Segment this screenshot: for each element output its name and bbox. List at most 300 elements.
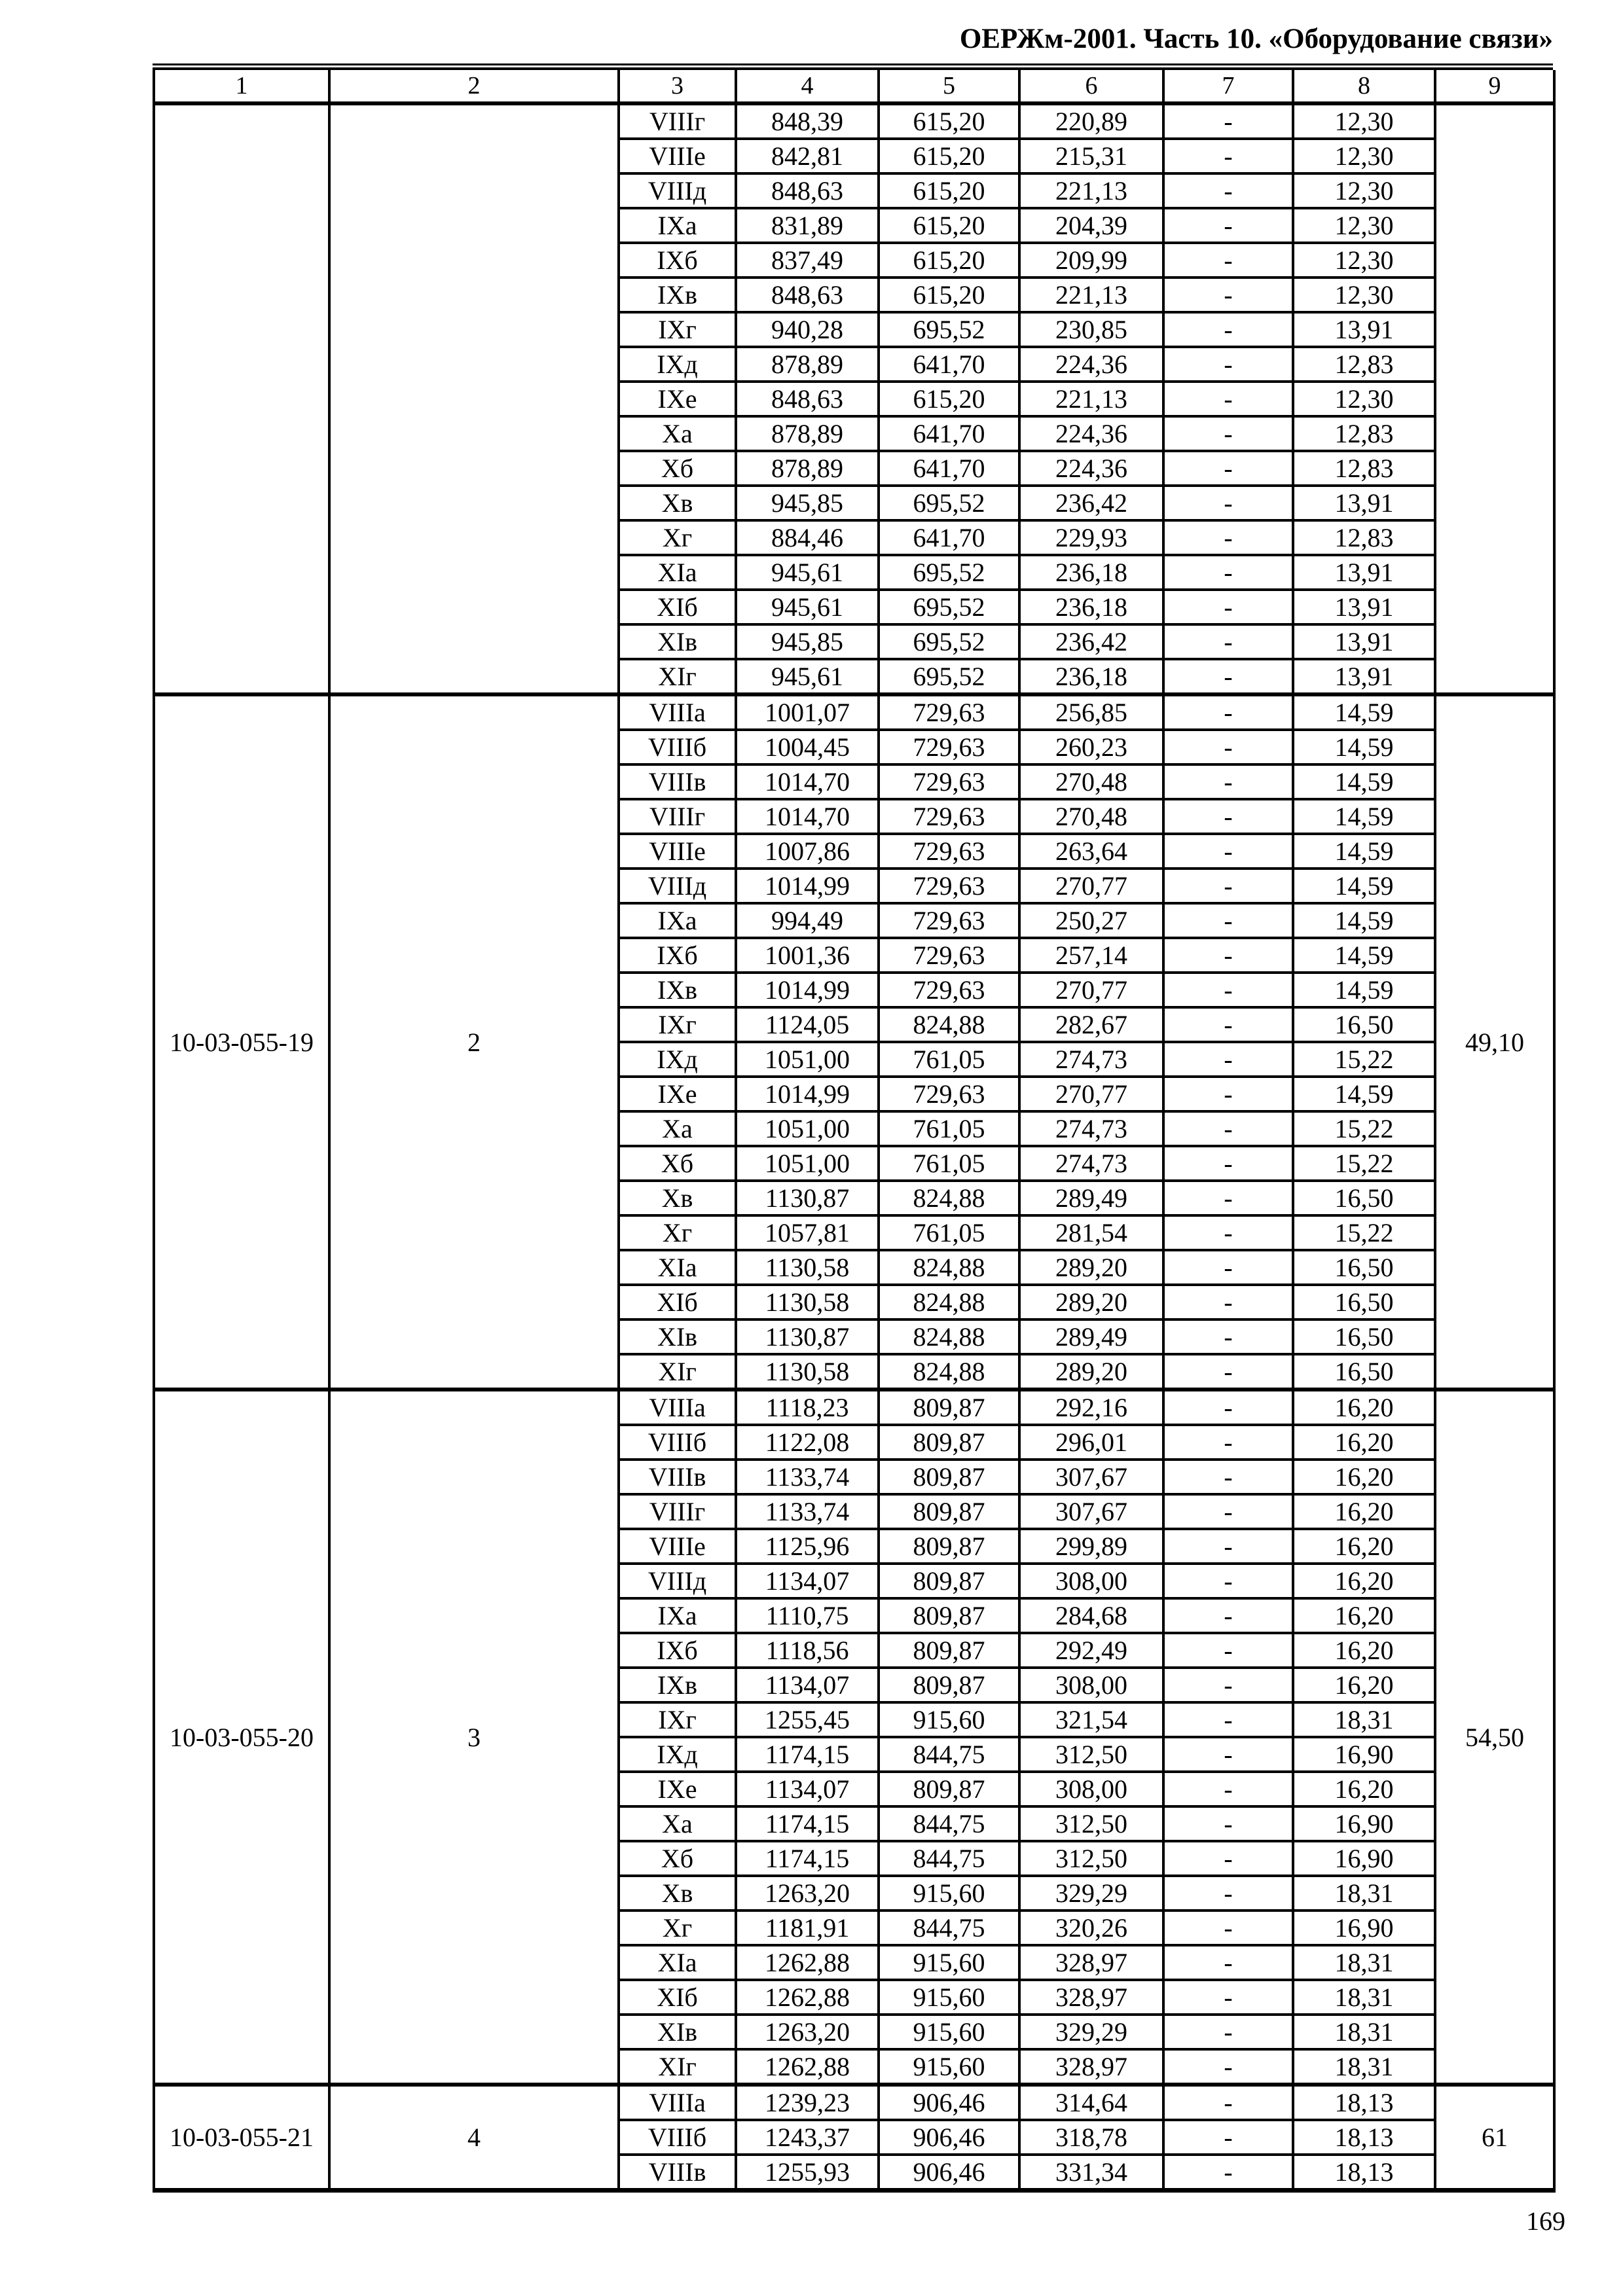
cell-col4-value: 1124,05: [736, 1007, 879, 1042]
cell-col3-value: XIв: [619, 624, 736, 659]
cell-col6-value: 289,20: [1019, 1250, 1163, 1285]
column-header-1: 1: [154, 70, 329, 103]
cell-col6-value: 289,49: [1019, 1181, 1163, 1215]
cell-col4-value: 1255,93: [736, 2155, 879, 2191]
cell-col8-value: 18,13: [1293, 2120, 1435, 2155]
cell-col7-value: -: [1163, 1181, 1293, 1215]
cell-col4-value: 945,85: [736, 486, 879, 520]
cell-col4-value: 1134,07: [736, 1772, 879, 1806]
cell-col9-value: [1435, 103, 1554, 694]
cell-col4-value: 1174,15: [736, 1737, 879, 1772]
table-row: [154, 103, 1554, 139]
cell-col3-value: Xа: [619, 1806, 736, 1841]
cell-col3-value: IXд: [619, 1737, 736, 1772]
cell-col4-value: 1263,20: [736, 2015, 879, 2049]
cell-col6-value: 236,18: [1019, 590, 1163, 624]
cell-col7-value: -: [1163, 2085, 1293, 2120]
cell-col3-value: Xб: [619, 451, 736, 486]
cell-col6-value: 270,77: [1019, 869, 1163, 903]
cell-col6-value: 224,36: [1019, 416, 1163, 451]
cell-col4-value: 1262,88: [736, 1945, 879, 1980]
cell-col7-value: -: [1163, 278, 1293, 312]
cell-col5-value: 729,63: [879, 869, 1019, 903]
cell-col7-value: -: [1163, 1146, 1293, 1181]
cell-col7-value: -: [1163, 1390, 1293, 1425]
cell-col5-value: 809,87: [879, 1494, 1019, 1529]
cell-col8-value: 18,31: [1293, 1876, 1435, 1910]
cell-col7-value: -: [1163, 590, 1293, 624]
cell-col6-value: 274,73: [1019, 1111, 1163, 1146]
cell-col7-value: -: [1163, 208, 1293, 243]
cell-col6-value: 296,01: [1019, 1425, 1163, 1460]
cell-col6-value: 312,50: [1019, 1806, 1163, 1841]
cell-col7-value: -: [1163, 1702, 1293, 1737]
cell-col4-value: 1014,99: [736, 869, 879, 903]
cell-col5-value: 641,70: [879, 520, 1019, 555]
cell-col5-value: 729,63: [879, 834, 1019, 869]
table-row: [154, 694, 1554, 730]
cell-col3-value: VIIIд: [619, 869, 736, 903]
cell-col7-value: -: [1163, 1806, 1293, 1841]
cell-col5-value: 809,87: [879, 1529, 1019, 1564]
cell-col8-value: 18,31: [1293, 1702, 1435, 1737]
cell-col4-value: 1051,00: [736, 1111, 879, 1146]
cell-col3-value: Xа: [619, 416, 736, 451]
cell-col5-value: 906,46: [879, 2085, 1019, 2120]
cell-col7-value: -: [1163, 1772, 1293, 1806]
table-top-double-rule: [153, 63, 1553, 70]
section-10-03-055-20: [154, 1390, 1554, 2085]
cell-col4-value: 1263,20: [736, 1876, 879, 1910]
cell-col7-value: -: [1163, 243, 1293, 278]
cell-col5-value: 915,60: [879, 1876, 1019, 1910]
cell-col7-value: -: [1163, 1633, 1293, 1668]
section-10-03-055-21: [154, 2085, 1554, 2191]
cell-col4-value: 1130,58: [736, 1354, 879, 1390]
cell-col7-value: -: [1163, 312, 1293, 347]
cell-col7-value: -: [1163, 1007, 1293, 1042]
cell-col6-value: 221,13: [1019, 278, 1163, 312]
cell-col4-value: 1118,56: [736, 1633, 879, 1668]
cell-col7-value: -: [1163, 1319, 1293, 1354]
cell-col5-value: 906,46: [879, 2120, 1019, 2155]
cell-col4-value: 1014,99: [736, 1077, 879, 1111]
cell-col3-value: Xг: [619, 1910, 736, 1945]
cell-col7-value: -: [1163, 555, 1293, 590]
cell-col7-value: -: [1163, 659, 1293, 694]
cell-col5-value: 915,60: [879, 1980, 1019, 2015]
cell-col4-value: 842,81: [736, 139, 879, 173]
cell-col6-value: 282,67: [1019, 1007, 1163, 1042]
cell-col6-value: 224,36: [1019, 347, 1163, 382]
cell-col3-value: VIIIб: [619, 1425, 736, 1460]
cell-col3-value: XIв: [619, 2015, 736, 2049]
cell-col7-value: -: [1163, 347, 1293, 382]
cell-col7-value: -: [1163, 1250, 1293, 1285]
cell-col5-value: 695,52: [879, 312, 1019, 347]
cell-col6-value: 257,14: [1019, 938, 1163, 973]
cell-col3-value: IXв: [619, 278, 736, 312]
cell-col3-value: VIIIа: [619, 1390, 736, 1425]
cell-col6-value: 274,73: [1019, 1042, 1163, 1077]
cell-col8-value: 12,83: [1293, 416, 1435, 451]
cell-col7-value: -: [1163, 1668, 1293, 1702]
cell-col8-value: 12,30: [1293, 208, 1435, 243]
cell-col6-value: 230,85: [1019, 312, 1163, 347]
cell-col6-value: 215,31: [1019, 139, 1163, 173]
cell-col8-value: 18,31: [1293, 1980, 1435, 2015]
cell-col5-value: 641,70: [879, 451, 1019, 486]
cell-col6-value: 256,85: [1019, 694, 1163, 730]
cell-col5-value: 729,63: [879, 730, 1019, 764]
cell-col7-value: -: [1163, 938, 1293, 973]
cell-col6-value: 263,64: [1019, 834, 1163, 869]
cell-col3-value: Xа: [619, 1111, 736, 1146]
cell-col7-value: -: [1163, 1598, 1293, 1633]
cell-col8-value: 14,59: [1293, 799, 1435, 834]
cell-col6-value: 314,64: [1019, 2085, 1163, 2120]
cell-col4-value: 837,49: [736, 243, 879, 278]
cell-col4-value: 1130,58: [736, 1285, 879, 1319]
document-header-title: ОЕРЖм-2001. Часть 10. «Оборудование связи»: [959, 24, 1553, 54]
cell-col5-value: 809,87: [879, 1668, 1019, 1702]
cell-col8-value: 13,91: [1293, 590, 1435, 624]
cell-col8-value: 16,20: [1293, 1425, 1435, 1460]
cell-col4-value: 994,49: [736, 903, 879, 938]
cell-col8-value: 13,91: [1293, 659, 1435, 694]
cell-col5-value: 844,75: [879, 1910, 1019, 1945]
cell-col5-value: 729,63: [879, 694, 1019, 730]
cell-col3-value: VIIIг: [619, 103, 736, 139]
cell-col3-value: IXб: [619, 243, 736, 278]
cell-col8-value: 16,20: [1293, 1529, 1435, 1564]
cell-col6-value: 307,67: [1019, 1460, 1163, 1494]
cell-col3-value: XIг: [619, 659, 736, 694]
cell-col2-value: 3: [329, 1390, 619, 2085]
cell-col7-value: -: [1163, 173, 1293, 208]
cell-col7-value: -: [1163, 1425, 1293, 1460]
cell-col6-value: 308,00: [1019, 1564, 1163, 1598]
cell-col5-value: 761,05: [879, 1042, 1019, 1077]
cell-col7-value: -: [1163, 139, 1293, 173]
cell-col3-value: IXг: [619, 1702, 736, 1737]
cell-col8-value: 14,59: [1293, 973, 1435, 1007]
cell-col5-value: 615,20: [879, 103, 1019, 139]
column-header-8: 8: [1293, 70, 1435, 103]
cell-col8-value: 14,59: [1293, 834, 1435, 869]
cell-col8-value: 12,30: [1293, 173, 1435, 208]
cell-col7-value: -: [1163, 799, 1293, 834]
cell-col5-value: 729,63: [879, 1077, 1019, 1111]
cell-col5-value: 695,52: [879, 659, 1019, 694]
cell-col3-value: Xг: [619, 1215, 736, 1250]
cell-col8-value: 16,50: [1293, 1181, 1435, 1215]
cell-col8-value: 12,30: [1293, 243, 1435, 278]
cell-col4-value: 1243,37: [736, 2120, 879, 2155]
cell-col7-value: -: [1163, 973, 1293, 1007]
cell-col6-value: 320,26: [1019, 1910, 1163, 1945]
cell-col5-value: 809,87: [879, 1633, 1019, 1668]
cell-col3-value: IXг: [619, 1007, 736, 1042]
cell-col4-value: 1255,45: [736, 1702, 879, 1737]
cell-col4-value: 1134,07: [736, 1564, 879, 1598]
cell-col4-value: 1262,88: [736, 2049, 879, 2085]
cell-col7-value: -: [1163, 416, 1293, 451]
cell-col6-value: 209,99: [1019, 243, 1163, 278]
cell-col3-value: XIг: [619, 1354, 736, 1390]
cell-col5-value: 761,05: [879, 1111, 1019, 1146]
cell-col5-value: 809,87: [879, 1390, 1019, 1425]
cell-col3-value: XIв: [619, 1319, 736, 1354]
cell-norm-code: 10-03-055-19: [154, 694, 329, 1390]
cell-col2-value: 2: [329, 694, 619, 1390]
cell-norm-code: 10-03-055-20: [154, 1390, 329, 2085]
cell-col4-value: 1262,88: [736, 1980, 879, 2015]
cell-col7-value: -: [1163, 1215, 1293, 1250]
cell-col8-value: 13,91: [1293, 624, 1435, 659]
cell-col3-value: IXе: [619, 382, 736, 416]
cell-col5-value: 809,87: [879, 1460, 1019, 1494]
cell-col8-value: 16,50: [1293, 1319, 1435, 1354]
cell-col4-value: 878,89: [736, 416, 879, 451]
cell-col3-value: VIIIд: [619, 1564, 736, 1598]
cell-col4-value: 848,63: [736, 278, 879, 312]
cell-col8-value: 16,20: [1293, 1668, 1435, 1702]
cell-col3-value: Xб: [619, 1841, 736, 1876]
cell-col6-value: 274,73: [1019, 1146, 1163, 1181]
cell-col8-value: 15,22: [1293, 1146, 1435, 1181]
cell-col5-value: 615,20: [879, 382, 1019, 416]
cell-col7-value: -: [1163, 869, 1293, 903]
cell-col7-value: -: [1163, 1910, 1293, 1945]
cell-col4-value: 884,46: [736, 520, 879, 555]
cell-col5-value: 809,87: [879, 1425, 1019, 1460]
cell-col8-value: 16,90: [1293, 1737, 1435, 1772]
cell-col3-value: IXг: [619, 312, 736, 347]
cell-col5-value: 844,75: [879, 1841, 1019, 1876]
cell-col4-value: 848,63: [736, 382, 879, 416]
cell-col7-value: -: [1163, 903, 1293, 938]
cell-col7-value: -: [1163, 2049, 1293, 2085]
cell-col8-value: 16,20: [1293, 1633, 1435, 1668]
cell-col4-value: 945,61: [736, 659, 879, 694]
cell-col8-value: 12,30: [1293, 382, 1435, 416]
cell-col5-value: 844,75: [879, 1737, 1019, 1772]
cell-col6-value: 289,49: [1019, 1319, 1163, 1354]
table-row: [154, 1390, 1554, 1425]
cell-col5-value: 915,60: [879, 1702, 1019, 1737]
cell-col4-value: 1133,74: [736, 1460, 879, 1494]
cell-col3-value: IXа: [619, 903, 736, 938]
cell-col7-value: -: [1163, 764, 1293, 799]
cell-col8-value: 14,59: [1293, 938, 1435, 973]
cell-col6-value: 312,50: [1019, 1737, 1163, 1772]
cell-col5-value: 915,60: [879, 2049, 1019, 2085]
cell-col6-value: 236,18: [1019, 659, 1163, 694]
cell-col5-value: 809,87: [879, 1772, 1019, 1806]
cell-col7-value: -: [1163, 834, 1293, 869]
cell-col5-value: 761,05: [879, 1215, 1019, 1250]
cell-col4-value: 1181,91: [736, 1910, 879, 1945]
cell-col8-value: 12,30: [1293, 278, 1435, 312]
cell-col2-value: 4: [329, 2085, 619, 2191]
cell-col3-value: Xв: [619, 486, 736, 520]
cell-col3-value: XIб: [619, 590, 736, 624]
cell-col5-value: 906,46: [879, 2155, 1019, 2191]
cell-col6-value: 328,97: [1019, 1945, 1163, 1980]
column-header-7: 7: [1163, 70, 1293, 103]
cell-col6-value: 204,39: [1019, 208, 1163, 243]
rates-table: [153, 70, 1556, 2193]
cell-col7-value: -: [1163, 486, 1293, 520]
cell-col7-value: -: [1163, 624, 1293, 659]
cell-col7-value: -: [1163, 520, 1293, 555]
cell-col7-value: -: [1163, 1945, 1293, 1980]
cell-col6-value: 289,20: [1019, 1354, 1163, 1390]
cell-col7-value: -: [1163, 694, 1293, 730]
cell-col5-value: 695,52: [879, 486, 1019, 520]
cell-col4-value: 848,63: [736, 173, 879, 208]
cell-col3-value: XIб: [619, 1980, 736, 2015]
table-row: [154, 2085, 1554, 2120]
cell-col3-value: Xв: [619, 1876, 736, 1910]
cell-col3-value: VIIIв: [619, 1460, 736, 1494]
cell-col7-value: -: [1163, 103, 1293, 139]
cell-col5-value: 824,88: [879, 1319, 1019, 1354]
cell-col3-value: VIIIд: [619, 173, 736, 208]
cell-col3-value: VIIIв: [619, 764, 736, 799]
cell-col6-value: 270,48: [1019, 764, 1163, 799]
cell-col8-value: 18,31: [1293, 1945, 1435, 1980]
cell-col8-value: 15,22: [1293, 1111, 1435, 1146]
cell-col7-value: -: [1163, 2120, 1293, 2155]
cell-col6-value: 292,49: [1019, 1633, 1163, 1668]
cell-col7-value: -: [1163, 1494, 1293, 1529]
cell-col8-value: 16,20: [1293, 1494, 1435, 1529]
cell-col4-value: 1001,07: [736, 694, 879, 730]
cell-col6-value: 289,20: [1019, 1285, 1163, 1319]
cell-col8-value: 15,22: [1293, 1215, 1435, 1250]
cell-col6-value: 307,67: [1019, 1494, 1163, 1529]
cell-col7-value: -: [1163, 2015, 1293, 2049]
cell-norm-code: 10-03-055-21: [154, 2085, 329, 2191]
cell-col7-value: -: [1163, 451, 1293, 486]
cell-col8-value: 14,59: [1293, 764, 1435, 799]
cell-col9-value: 61: [1435, 2085, 1554, 2191]
cell-col6-value: 321,54: [1019, 1702, 1163, 1737]
cell-col4-value: 1239,23: [736, 2085, 879, 2120]
cell-col3-value: VIIIе: [619, 139, 736, 173]
cell-col6-value: 221,13: [1019, 382, 1163, 416]
cell-col8-value: 14,59: [1293, 1077, 1435, 1111]
cell-col5-value: 809,87: [879, 1564, 1019, 1598]
cell-col4-value: 1130,58: [736, 1250, 879, 1285]
cell-col6-value: 312,50: [1019, 1841, 1163, 1876]
page-number: 169: [1526, 2206, 1565, 2236]
cell-col3-value: XIб: [619, 1285, 736, 1319]
cell-col4-value: 878,89: [736, 451, 879, 486]
cell-col4-value: 1007,86: [736, 834, 879, 869]
cell-col5-value: 729,63: [879, 799, 1019, 834]
cell-col4-value: 1122,08: [736, 1425, 879, 1460]
cell-col4-value: 1001,36: [736, 938, 879, 973]
cell-col6-value: 229,93: [1019, 520, 1163, 555]
column-header-6: 6: [1019, 70, 1163, 103]
cell-col8-value: 18,13: [1293, 2155, 1435, 2191]
cell-col6-value: 221,13: [1019, 173, 1163, 208]
cell-col6-value: 329,29: [1019, 2015, 1163, 2049]
cell-col3-value: VIIIб: [619, 730, 736, 764]
cell-col8-value: 13,91: [1293, 555, 1435, 590]
cell-col7-value: -: [1163, 2155, 1293, 2191]
cell-col5-value: 844,75: [879, 1806, 1019, 1841]
cell-col5-value: 824,88: [879, 1285, 1019, 1319]
cell-col5-value: 824,88: [879, 1007, 1019, 1042]
cell-col8-value: 16,90: [1293, 1841, 1435, 1876]
cell-col8-value: 15,22: [1293, 1042, 1435, 1077]
cell-col3-value: VIIIе: [619, 1529, 736, 1564]
cell-col3-value: VIIIа: [619, 694, 736, 730]
cell-col4-value: 1118,23: [736, 1390, 879, 1425]
cell-col4-value: 878,89: [736, 347, 879, 382]
cell-col8-value: 18,31: [1293, 2049, 1435, 2085]
cell-col3-value: IXа: [619, 208, 736, 243]
cell-col6-value: 328,97: [1019, 2049, 1163, 2085]
cell-col5-value: 761,05: [879, 1146, 1019, 1181]
cell-col4-value: 848,39: [736, 103, 879, 139]
cell-col7-value: -: [1163, 1111, 1293, 1146]
cell-col3-value: IXв: [619, 973, 736, 1007]
column-header-2: 2: [329, 70, 619, 103]
cell-col5-value: 641,70: [879, 347, 1019, 382]
cell-col5-value: 615,20: [879, 173, 1019, 208]
cell-col7-value: -: [1163, 1564, 1293, 1598]
cell-col6-value: 270,77: [1019, 973, 1163, 1007]
cell-col5-value: 729,63: [879, 938, 1019, 973]
cell-col6-value: 329,29: [1019, 1876, 1163, 1910]
cell-col5-value: 809,87: [879, 1598, 1019, 1633]
cell-col8-value: 16,50: [1293, 1285, 1435, 1319]
cell-col8-value: 14,59: [1293, 869, 1435, 903]
cell-col4-value: 1057,81: [736, 1215, 879, 1250]
cell-col7-value: -: [1163, 1042, 1293, 1077]
cell-col3-value: VIIIб: [619, 2120, 736, 2155]
cell-col6-value: 224,36: [1019, 451, 1163, 486]
cell-col6-value: 284,68: [1019, 1598, 1163, 1633]
cell-col4-value: 1125,96: [736, 1529, 879, 1564]
cell-col5-value: 695,52: [879, 590, 1019, 624]
cell-col8-value: 16,20: [1293, 1460, 1435, 1494]
cell-col3-value: Xв: [619, 1181, 736, 1215]
cell-col4-value: 1014,70: [736, 764, 879, 799]
cell-col6-value: 250,27: [1019, 903, 1163, 938]
cell-col6-value: 328,97: [1019, 1980, 1163, 2015]
cell-col8-value: 12,83: [1293, 347, 1435, 382]
cell-col6-value: 270,48: [1019, 799, 1163, 834]
cell-col7-value: -: [1163, 1876, 1293, 1910]
cell-col8-value: 14,59: [1293, 903, 1435, 938]
cell-col3-value: Xб: [619, 1146, 736, 1181]
cell-col6-value: 308,00: [1019, 1772, 1163, 1806]
cell-col3-value: IXв: [619, 1668, 736, 1702]
cell-col6-value: 236,42: [1019, 624, 1163, 659]
cell-col6-value: 299,89: [1019, 1529, 1163, 1564]
cell-col5-value: 615,20: [879, 208, 1019, 243]
cell-col5-value: 824,88: [879, 1250, 1019, 1285]
cell-col8-value: 18,31: [1293, 2015, 1435, 2049]
column-header-3: 3: [619, 70, 736, 103]
cell-col5-value: 695,52: [879, 555, 1019, 590]
